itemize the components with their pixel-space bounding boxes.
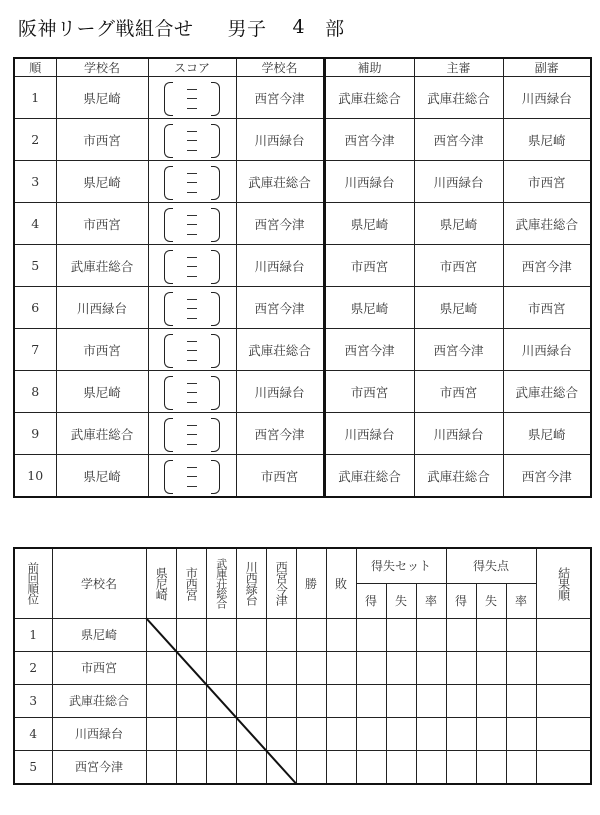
sub-referee-cell: 武庫荘総合 xyxy=(503,203,591,245)
team-a-cell: 県尼崎 xyxy=(56,161,148,203)
match-number-cell: 8 xyxy=(14,371,56,413)
header-opp-1: 県尼崎 xyxy=(146,548,176,618)
referee-cell: 西宮今津 xyxy=(414,329,503,371)
school-cell: 市西宮 xyxy=(52,651,146,684)
entry-cell[interactable] xyxy=(386,651,416,684)
entry-cell[interactable] xyxy=(416,651,446,684)
entry-cell[interactable] xyxy=(536,651,591,684)
entry-cell[interactable] xyxy=(446,717,476,750)
entry-cell[interactable] xyxy=(176,684,206,717)
referee-cell: 市西宮 xyxy=(414,245,503,287)
sub-referee-cell: 市西宮 xyxy=(503,161,591,203)
entry-cell[interactable] xyxy=(326,618,356,651)
referee-cell: 市西宮 xyxy=(414,371,503,413)
entry-cell[interactable] xyxy=(536,684,591,717)
entry-cell[interactable] xyxy=(536,618,591,651)
assist-cell: 市西宮 xyxy=(324,371,414,413)
entry-cell[interactable] xyxy=(446,618,476,651)
match-row xyxy=(14,371,591,413)
entry-cell[interactable] xyxy=(476,750,506,784)
assist-cell: 川西緑台 xyxy=(324,161,414,203)
score-bracket[interactable] xyxy=(162,375,222,409)
team-b-cell: 西宮今津 xyxy=(236,77,324,119)
standings-row xyxy=(14,618,591,651)
team-b-cell: 西宮今津 xyxy=(236,203,324,245)
match-number-cell: 3 xyxy=(14,161,56,203)
header-set-diff: 得失セット xyxy=(356,548,446,583)
header-score: スコア xyxy=(148,58,236,77)
entry-cell[interactable] xyxy=(356,651,386,684)
entry-cell[interactable] xyxy=(326,684,356,717)
standings-header-row xyxy=(14,548,591,583)
entry-cell[interactable] xyxy=(176,717,206,750)
match-row xyxy=(14,455,591,498)
score-cell[interactable] xyxy=(148,371,236,413)
header-win: 勝 xyxy=(296,548,326,618)
referee-cell: 川西緑台 xyxy=(414,161,503,203)
assist-cell: 武庫荘総合 xyxy=(324,455,414,498)
header-opp-5: 西宮今津 xyxy=(266,548,296,618)
referee-cell: 武庫荘総合 xyxy=(414,455,503,498)
page-title xyxy=(18,12,345,42)
header-opp-4: 川西緑台 xyxy=(236,548,266,618)
division-label: 部 xyxy=(325,17,345,40)
score-bracket[interactable] xyxy=(162,291,222,325)
entry-cell[interactable] xyxy=(506,651,536,684)
score-cell[interactable] xyxy=(148,161,236,203)
school-cell: 武庫荘総合 xyxy=(52,684,146,717)
score-bracket[interactable] xyxy=(162,249,222,283)
header-opp-3: 武庫荘総合 xyxy=(206,548,236,618)
division-number: 4 xyxy=(292,16,306,38)
score-cell[interactable] xyxy=(148,413,236,455)
header-point-diff: 得失点 xyxy=(446,548,536,583)
sub-referee-cell: 川西緑台 xyxy=(503,77,591,119)
entry-cell[interactable] xyxy=(506,618,536,651)
team-a-cell: 県尼崎 xyxy=(56,77,148,119)
sub-referee-cell: 市西宮 xyxy=(503,287,591,329)
entry-cell[interactable] xyxy=(386,618,416,651)
match-number-cell: 4 xyxy=(14,203,56,245)
team-b-cell: 川西緑台 xyxy=(236,245,324,287)
entry-cell[interactable] xyxy=(326,717,356,750)
assist-cell: 川西緑台 xyxy=(324,413,414,455)
entry-cell[interactable] xyxy=(446,750,476,784)
prev-rank-cell: 4 xyxy=(14,717,52,750)
entry-cell[interactable] xyxy=(236,750,266,784)
entry-cell[interactable] xyxy=(506,684,536,717)
standings-row xyxy=(14,684,591,717)
header-point-rate: 率 xyxy=(506,583,536,618)
entry-cell[interactable] xyxy=(236,717,266,750)
header-set-lost: 失 xyxy=(386,583,416,618)
match-number-cell: 10 xyxy=(14,455,56,498)
standings-table xyxy=(13,547,592,785)
match-number-cell: 9 xyxy=(14,413,56,455)
match-row xyxy=(14,119,591,161)
standings-row xyxy=(14,717,591,750)
entry-cell[interactable] xyxy=(296,651,326,684)
header-opp-2: 市西宮 xyxy=(176,548,206,618)
entry-cell[interactable] xyxy=(146,717,176,750)
score-bracket[interactable] xyxy=(162,459,222,493)
entry-cell[interactable] xyxy=(326,750,356,784)
team-b-cell: 川西緑台 xyxy=(236,119,324,161)
entry-cell[interactable] xyxy=(386,750,416,784)
match-schedule-table xyxy=(13,57,592,498)
header-school-b: 学校名 xyxy=(236,58,324,77)
entry-cell[interactable] xyxy=(476,651,506,684)
header-assist: 補助 xyxy=(324,58,414,77)
entry-cell[interactable] xyxy=(416,618,446,651)
entry-cell[interactable] xyxy=(536,717,591,750)
team-a-cell: 川西緑台 xyxy=(56,287,148,329)
assist-cell: 県尼崎 xyxy=(324,287,414,329)
header-school-a: 学校名 xyxy=(56,58,148,77)
entry-cell[interactable] xyxy=(446,651,476,684)
score-bracket[interactable] xyxy=(162,123,222,157)
school-cell: 川西緑台 xyxy=(52,717,146,750)
score-bracket[interactable] xyxy=(162,165,222,199)
entry-cell[interactable] xyxy=(236,618,266,651)
entry-cell[interactable] xyxy=(356,684,386,717)
assist-cell: 市西宮 xyxy=(324,245,414,287)
entry-cell[interactable] xyxy=(266,717,296,750)
entry-cell[interactable] xyxy=(416,684,446,717)
entry-cell[interactable] xyxy=(536,750,591,784)
entry-cell[interactable] xyxy=(266,618,296,651)
entry-cell[interactable] xyxy=(416,717,446,750)
assist-cell: 県尼崎 xyxy=(324,203,414,245)
team-b-cell: 武庫荘総合 xyxy=(236,329,324,371)
assist-cell: 武庫荘総合 xyxy=(324,77,414,119)
team-a-cell: 県尼崎 xyxy=(56,371,148,413)
entry-cell[interactable] xyxy=(206,750,236,784)
school-cell: 県尼崎 xyxy=(52,618,146,651)
score-bracket[interactable] xyxy=(162,81,222,115)
entry-cell[interactable] xyxy=(146,750,176,784)
match-row xyxy=(14,245,591,287)
entry-cell[interactable] xyxy=(356,717,386,750)
entry-cell[interactable] xyxy=(296,717,326,750)
team-a-cell: 武庫荘総合 xyxy=(56,245,148,287)
referee-cell: 西宮今津 xyxy=(414,119,503,161)
entry-cell[interactable] xyxy=(416,750,446,784)
match-row xyxy=(14,161,591,203)
entry-cell[interactable] xyxy=(176,618,206,651)
league-title: 阪神リーグ戦組合せ xyxy=(18,17,194,40)
score-cell[interactable] xyxy=(148,77,236,119)
gender-label: 男子 xyxy=(227,17,267,40)
header-referee: 主審 xyxy=(414,58,503,77)
referee-cell: 武庫荘総合 xyxy=(414,77,503,119)
entry-cell[interactable] xyxy=(146,684,176,717)
entry-cell[interactable] xyxy=(206,618,236,651)
assist-cell: 西宮今津 xyxy=(324,119,414,161)
standings-row xyxy=(14,750,591,784)
entry-cell[interactable] xyxy=(506,750,536,784)
match-number-cell: 2 xyxy=(14,119,56,161)
standings-row xyxy=(14,651,591,684)
entry-cell[interactable] xyxy=(446,684,476,717)
entry-cell[interactable] xyxy=(506,717,536,750)
entry-cell[interactable] xyxy=(266,684,296,717)
team-b-cell: 川西緑台 xyxy=(236,371,324,413)
header-point-gain: 得 xyxy=(446,583,476,618)
score-cell[interactable] xyxy=(148,203,236,245)
score-cell[interactable] xyxy=(148,455,236,498)
header-prev-rank: 前回順位 xyxy=(14,548,52,618)
team-a-cell: 武庫荘総合 xyxy=(56,413,148,455)
assist-cell: 西宮今津 xyxy=(324,329,414,371)
entry-cell[interactable] xyxy=(206,717,236,750)
header-set-rate: 率 xyxy=(416,583,446,618)
team-b-cell: 西宮今津 xyxy=(236,287,324,329)
referee-cell: 川西緑台 xyxy=(414,413,503,455)
team-a-cell: 市西宮 xyxy=(56,329,148,371)
team-a-cell: 県尼崎 xyxy=(56,455,148,498)
header-point-lost: 失 xyxy=(476,583,506,618)
header-sub-referee: 副審 xyxy=(503,58,591,77)
team-a-cell: 市西宮 xyxy=(56,119,148,161)
team-b-cell: 市西宮 xyxy=(236,455,324,498)
entry-cell[interactable] xyxy=(206,684,236,717)
entry-cell[interactable] xyxy=(266,651,296,684)
sub-referee-cell: 川西緑台 xyxy=(503,329,591,371)
prev-rank-cell: 3 xyxy=(14,684,52,717)
header-result: 結果順 xyxy=(536,548,591,618)
entry-cell[interactable] xyxy=(326,651,356,684)
entry-cell[interactable] xyxy=(356,618,386,651)
prev-rank-cell: 1 xyxy=(14,618,52,651)
sub-referee-cell: 西宮今津 xyxy=(503,245,591,287)
match-row xyxy=(14,329,591,371)
score-bracket[interactable] xyxy=(162,417,222,451)
entry-cell[interactable] xyxy=(476,618,506,651)
sub-referee-cell: 県尼崎 xyxy=(503,119,591,161)
entry-cell[interactable] xyxy=(296,750,326,784)
team-a-cell: 市西宮 xyxy=(56,203,148,245)
match-number-cell: 6 xyxy=(14,287,56,329)
entry-cell[interactable] xyxy=(476,717,506,750)
score-cell[interactable] xyxy=(148,329,236,371)
match-row xyxy=(14,77,591,119)
referee-cell: 県尼崎 xyxy=(414,203,503,245)
score-bracket[interactable] xyxy=(162,333,222,367)
header-order: 順 xyxy=(14,58,56,77)
score-bracket[interactable] xyxy=(162,207,222,241)
match-row xyxy=(14,287,591,329)
prev-rank-cell: 5 xyxy=(14,750,52,784)
entry-cell[interactable] xyxy=(236,651,266,684)
team-b-cell: 西宮今津 xyxy=(236,413,324,455)
entry-cell[interactable] xyxy=(146,651,176,684)
score-cell[interactable] xyxy=(148,245,236,287)
match-header-row xyxy=(14,58,591,77)
match-number-cell: 7 xyxy=(14,329,56,371)
header-loss: 敗 xyxy=(326,548,356,618)
score-cell[interactable] xyxy=(148,119,236,161)
score-cell[interactable] xyxy=(148,287,236,329)
entry-cell[interactable] xyxy=(386,717,416,750)
entry-cell[interactable] xyxy=(206,651,236,684)
entry-cell[interactable] xyxy=(176,750,206,784)
team-b-cell: 武庫荘総合 xyxy=(236,161,324,203)
prev-rank-cell: 2 xyxy=(14,651,52,684)
entry-cell[interactable] xyxy=(386,684,416,717)
school-cell: 西宮今津 xyxy=(52,750,146,784)
entry-cell[interactable] xyxy=(146,618,176,651)
entry-cell[interactable] xyxy=(266,750,296,784)
match-row xyxy=(14,203,591,245)
header-school: 学校名 xyxy=(52,548,146,618)
entry-cell[interactable] xyxy=(296,684,326,717)
header-set-gain: 得 xyxy=(356,583,386,618)
match-number-cell: 1 xyxy=(14,77,56,119)
sub-referee-cell: 武庫荘総合 xyxy=(503,371,591,413)
entry-cell[interactable] xyxy=(296,618,326,651)
sub-referee-cell: 西宮今津 xyxy=(503,455,591,498)
sub-referee-cell: 県尼崎 xyxy=(503,413,591,455)
match-row xyxy=(14,413,591,455)
referee-cell: 県尼崎 xyxy=(414,287,503,329)
entry-cell[interactable] xyxy=(176,651,206,684)
match-number-cell: 5 xyxy=(14,245,56,287)
entry-cell[interactable] xyxy=(476,684,506,717)
entry-cell[interactable] xyxy=(356,750,386,784)
entry-cell[interactable] xyxy=(236,684,266,717)
